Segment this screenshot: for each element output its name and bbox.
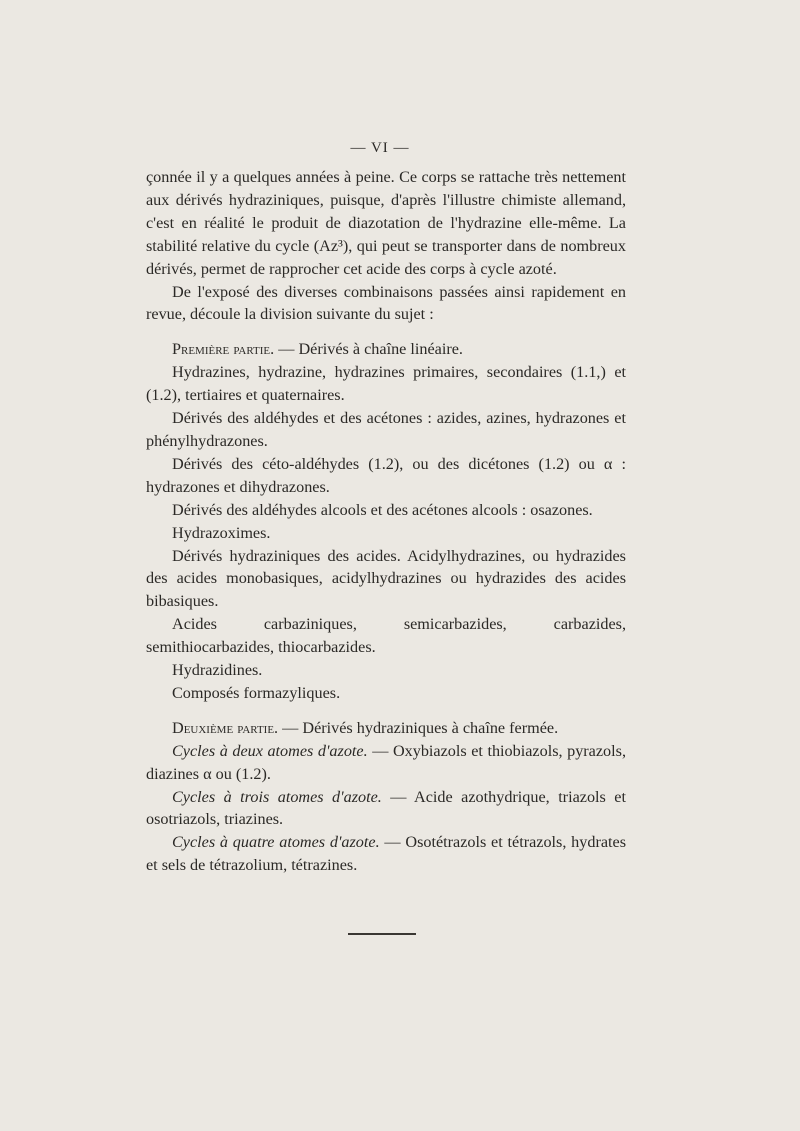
part1-item: Dérivés des céto-aldéhydes (1.2), ou des dicétones (1.2) ou α : hydrazones et dihydrazones. <box>146 454 626 496</box>
part1-heading-line <box>146 338 626 361</box>
part1-title: — Dérivés à chaîne linéaire. <box>274 340 463 359</box>
part1-item: Dérivés hydraziniques des acides. Acidylhydrazines, ou hydrazides des acides monobasiques, acidylhydrazines ou hydrazides des acides bibasiques. <box>146 546 626 611</box>
part2-item <box>146 740 626 786</box>
part1-item: Hydrazoximes. <box>172 523 271 542</box>
part2-item-text: — Acide azothydrique, triazols et osotriazols, triazines. <box>146 787 626 829</box>
part1-item: Hydrazidines. <box>172 661 263 680</box>
paragraph-intro: çonnée il y a quelques années à peine. Ce corps se rattache très nettement aux dérivés hydraziniques, puisque, d'après l'illustre chimiste allemand, c'est en réalité le produit de diazotation de l'hydrazine elle-même. La stabilité relative du cycle (Az³), qui peut se transporter dans de nombreux dérivés, permet de rapprocher cet acide des corps à cycle azoté. <box>146 168 626 278</box>
body-text <box>146 166 626 877</box>
part2-heading: Deuxième partie. <box>172 718 279 737</box>
part1-item: Hydrazines, hydrazine, hydrazines primaires, secondaires (1.1,) et (1.2), tertiaires et quaternaires. <box>146 363 626 405</box>
paragraph-expose: De l'exposé des diverses combinaisons passées ainsi rapidement en revue, découle la division suivante du sujet : <box>146 282 626 324</box>
part2-item-label: Cycles à trois atomes d'azote. <box>172 787 382 806</box>
closing-rule <box>348 933 416 935</box>
part2-item-text: — Osotétrazols et tétrazols, hydrates et sels de tétrazolium, tétrazines. <box>146 833 627 875</box>
part2-title: — Dérivés hydraziniques à chaîne fermée. <box>278 718 559 737</box>
part1-item: Acides carbaziniques, semicarbazides, carbazides, semithiocarbazides, thiocarbazides. <box>146 615 626 657</box>
part2-item-label: Cycles à quatre atomes d'azote. <box>172 833 380 852</box>
part2-item-text: — Oxybiazols et thiobiazols, pyrazols, diazines α ou (1.2). <box>146 741 626 783</box>
page-number: — VI — <box>350 140 410 156</box>
part2-item <box>146 786 626 832</box>
part1-item: Dérivés des aldéhydes et des acétones : azides, azines, hydrazones et phénylhydrazones. <box>146 409 626 450</box>
part1-heading: Première partie. <box>172 340 275 359</box>
part2-item <box>146 831 626 877</box>
part2-heading-line <box>146 717 626 740</box>
part1-item: Composés formazyliques. <box>172 683 341 702</box>
part1-item: Dérivés des aldéhydes alcools et des acétones alcools : osazones. <box>172 500 593 519</box>
part2-item-label: Cycles à deux atomes d'azote. <box>172 741 368 760</box>
